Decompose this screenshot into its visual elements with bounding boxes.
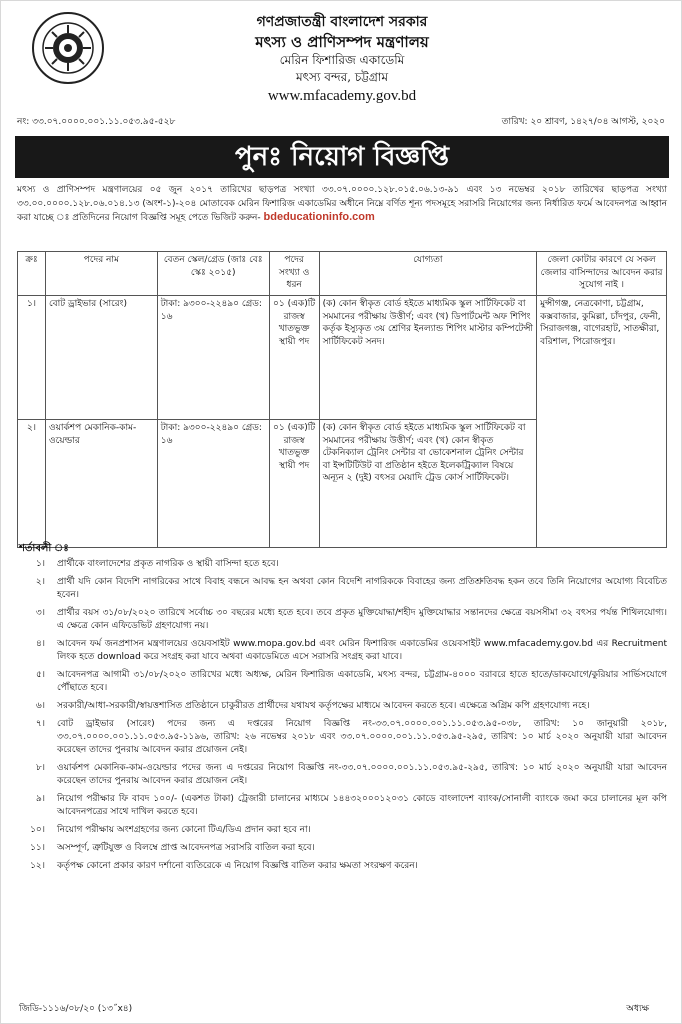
list-item (19, 793, 667, 819)
signatory-title: অধ্যক্ষ (626, 1004, 649, 1014)
condition-text: অসম্পূর্ণ, ত্রুটিযুক্ত ও বিলম্বে প্রাপ্ত আবেদনপত্র সরাসরি বাতিল করা হবে। (57, 843, 315, 853)
header-sl: ক্রঃ (18, 252, 46, 296)
condition-number: ৬। (35, 701, 45, 711)
condition-number: ৮। (35, 763, 45, 773)
header (1, 11, 682, 109)
watermark-link[interactable]: bdeducationinfo.com (263, 211, 375, 223)
list-item (19, 860, 667, 873)
academy-website[interactable]: www.mfacademy.gov.bd (267, 88, 417, 104)
cell-pay: টাকা: ৯৩০০-২২৪৯০ গ্রেড: ১৬ (157, 420, 269, 548)
condition-text: আবেদনপত্র আগামী ৩১/০৮/২০২০ তারিখের মধ্যে অধ্যক্ষ, মেরিন ফিশারিজ একাডেমি, মৎস্য বন্দর, চট্টগ্রাম-৪০০০ বরাবরে হাতে হাতে/ডাকযোগে/কুরিয়ার সার্ভিসযোগে পৌঁছাতে হবে। (57, 670, 667, 693)
condition-number: ১১। (30, 843, 45, 853)
list-item (19, 576, 667, 602)
condition-text: সরকারী/আধা-সরকারী/স্বায়ত্তশাসিত প্রতিষ্ঠানে চাকুরীরত প্রার্থীদের যথাযথ কর্তৃপক্ষের মাধ্যমে আবেদন করতে হবে। এক্ষেত্রে অগ্রিম কপি গ্রহণযোগ্য নহে। (57, 701, 590, 711)
condition-text: প্রার্থীকে বাংলাদেশের প্রকৃত নাগরিক ও স্থায়ী বাসিন্দা হতে হবে। (57, 559, 279, 569)
list-item (19, 718, 667, 757)
condition-number: ১০। (30, 825, 45, 835)
list-item (19, 669, 667, 695)
condition-number: ৩। (35, 608, 45, 618)
table-row (18, 296, 667, 420)
header-pay: বেতন স্কেল/গ্রেড (জাঃ বেঃ স্কেঃ ২০১৫) (157, 252, 269, 296)
condition-number: ১। (35, 559, 45, 569)
condition-number: ১২। (30, 861, 45, 871)
condition-number: ৪। (35, 639, 45, 649)
cell-post: ওয়ার্কশপ মেকানিক-কাম-ওয়েল্ডার (45, 420, 157, 548)
list-item (19, 558, 667, 571)
reference-line (17, 114, 665, 128)
list-item (19, 700, 667, 713)
condition-text: কর্তৃপক্ষ কোনো প্রকার কারণ দর্শানো ব্যতিরেকে এ নিয়োগ বিজ্ঞপ্তি বাতিল করার ক্ষমতা সংরক্ষণ করেন। (57, 861, 418, 871)
condition-number: ২। (35, 577, 45, 587)
cell-post: বোট ড্রাইভার (সারেং) (45, 296, 157, 420)
cell-sl: ১। (18, 296, 46, 420)
condition-text: ওয়ার্কশপ মেকানিক-কাম-ওয়েল্ডার পদের জন্য এ দপ্তরের নিয়োগ বিজ্ঞপ্তি নং-৩৩.০৭.০০০০.০০১.১১.০৫৩.৯৫-২৯৫, তারিখ: ১০ মার্চ ২০২০ অনুযায়ী যারা আবেদন করেছেন তাদের পুনরায় আবেদন করার প্রয়োজন নেই। (57, 763, 667, 786)
list-item (19, 842, 667, 855)
header-text (197, 13, 487, 106)
gd-number: জিডি-১১১৬/০৮/২০ (১৩˝x৪) (19, 1004, 133, 1014)
cell-qualification: (ক) কোন স্বীকৃত বোর্ড হইতে মাধ্যমিক স্কুল সার্টিফিকেট বা সমমানের পরীক্ষায় উত্তীর্ণ; এবং (খ) কোন স্বীকৃত টেকনিক্যাল ট্রেনিং সেন্টার বা ভোকেশনাল ট্রেনিং সেন্টার বা ইন্সটিটিউট বা প্রতিষ্ঠান হইতে ইলেকট্রিক্যাল বিষয়ে অন্যূন ২ (দুই) বৎসর মেয়াদি ট্রেড কোর্স সার্টিফিকেট। (319, 420, 537, 548)
condition-text: নিয়োগ পরীক্ষায় অংশগ্রহণের জন্য কোনো টিএ/ডিএ প্রদান করা হবে না। (57, 825, 311, 835)
intro-paragraph (17, 184, 667, 226)
conditions-section (19, 542, 667, 878)
header-qualification: যোগ্যতা (319, 252, 537, 296)
footer (19, 1001, 663, 1015)
condition-number: ৭। (35, 719, 45, 729)
cell-num: ০১ (এক)টি রাজস্ব খাতভুক্ত স্থায়ী পদ (269, 420, 319, 548)
academy-logo (31, 11, 105, 85)
memo-date: তারিখ: ২০ শ্রাবণ, ১৪২৭/০৪ আগস্ট, ২০২০ (501, 117, 665, 127)
govt-name: গণপ্রজাতন্ত্রী বাংলাদেশ সরকার (256, 14, 428, 30)
conditions-title: শর্তাবলী ঃ (19, 543, 69, 554)
academy-name: মেরিন ফিশারিজ একাডেমি (279, 53, 405, 67)
list-item (19, 762, 667, 788)
header-post: পদের নাম (45, 252, 157, 296)
condition-text: আবেদন ফর্ম জনপ্রশাসন মন্ত্রণালয়ের ওয়েবসাইট www.mopa.gov.bd এবং মেরিন ফিশারিজ একাডেমির ওয়েবসাইট www.mfacademy.gov.bd এর Recruitment লিংক হতে download করে সংগ্রহ করা যাবে অথবা একাডেমিতে এসে সরাসরি সংগ্রহ করা যাবে। (57, 639, 667, 662)
condition-text: প্রার্থীর বয়স ৩১/০৮/২০২০ তারিখে সর্বোচ্চ ৩০ বছরের মধ্যে হতে হবে। তবে প্রকৃত মুক্তিযোদ্ধা/শহীদ মুক্তিযোদ্ধার সন্তানদের ক্ষেত্রে বয়সসীমা ৩২ বৎসর পর্যন্ত শিথিলযোগ্য। এ ক্ষেত্রে কোন এফিডেভিট গ্রহণযোগ্য নয়। (57, 608, 667, 631)
ministry-name: মৎস্য ও প্রাণিসম্পদ মন্ত্রণালয় (255, 33, 429, 51)
cell-district: মুন্সীগঞ্জ, নেত্রকোণা, চট্টগ্রাম, কক্সবাজার, কুমিল্লা, চাঁদপুর, ফেনী, সিরাজগঞ্জ, বাগেরহাট, সাতক্ষীরা, বরিশাল, পিরোজপুর। (537, 296, 667, 548)
header-district: জেলা কোটার কারণে যে সকল জেলার বাসিন্দাদের আবেদন করার সুযোগ নাই । (537, 252, 667, 296)
notice-title: পুনঃ নিয়োগ বিজ্ঞপ্তি (15, 136, 669, 178)
condition-text: প্রার্থী যদি কোন বিদেশি নাগরিকের সাথে বিবাহ বন্ধনে আবদ্ধ হন অথবা কোন বিদেশি নাগরিককে বিবাহের জন্য প্রতিশ্রুতিবদ্ধ হকন তবে তিনি নিয়োগের অযোগ্য বিবেচিত হবেন। (57, 577, 667, 600)
intro-text: মৎস্য ও প্রাণিসম্পদ মন্ত্রণালয়ের ০৫ জুন ২০১৭ তারিখের ছাড়পত্র সংখ্যা ৩৩.০৭.০০০০.১২৮.০১৫.০৬.১৩-৯১ এবং ১৩ নভেম্বর ২০১৮ তারিখের ছাড়পত্র সংখ্যা ৩৩.০০.০০০০.১২৮.০৬.০১৪.১৩ (অংশ-১)-২০৪ মোতাবেক মেরিন ফিশারিজ একাডেমির অধীনে নিম্নে বর্ণিত শূন্য পদসমূহে সরাসরি নিয়োগের জন্য নির্ধারিত ফর্মে আবেদনপত্র আহ্বান করা যাচ্ছে ঃ প্রতিদিনের নিয়োগ বিজ্ঞপ্তি সমূহ পেতে ভিজিট করুন- (17, 185, 667, 223)
header-num: পদের সংখ্যা ও ধরন (269, 252, 319, 296)
cell-sl: ২। (18, 420, 46, 548)
memo-number: নং: ৩৩.০৭.০০০০.০০১.১১.০৫৩.৯৫-৫২৮ (17, 117, 176, 127)
list-item (19, 824, 667, 837)
condition-text: নিয়োগ পরীক্ষার ফি বাবদ ১০০/- (একশত টাকা) ট্রেজারী চালানের মাধ্যমে ১৪৪৩২০০০১২০৩১ কোডে বাংলাদেশ ব্যাংক/সোনালী ব্যাংকে জমা করে চালানের মূল কপি আবেদনপত্রের সাথে দাখিল করতে হবে। (57, 794, 667, 817)
list-item (19, 607, 667, 633)
academy-address: মৎস্য বন্দর, চট্টগ্রাম (295, 70, 388, 84)
vacancy-table (17, 251, 667, 548)
cell-pay: টাকা: ৯৩০০-২২৪৯০ গ্রেড: ১৬ (157, 296, 269, 420)
condition-number: ৫। (35, 670, 45, 680)
condition-text: বোট ড্রাইভার (সারেং) পদের জন্য এ দপ্তরের নিয়োগ বিজ্ঞপ্তি নং-৩৩.০৭.০০০০.০০১.১১.০৫৩.৯৫-০৩৮, তারিখ: ১০ জানুয়ারী ২০১৮, ৩৩.০৭.০০০০.০০১.১১.০৫৩.৯৫-১১৯৬, তারিখ: ২৬ নভেম্বর ২০১৮ এবং ৩৩.০৭.০০০০.০০১.১১.০৫৩.৯৫-২৯৫, তারিখ: ১০ মার্চ ২০২০ অনুযায়ী যারা আবেদন করেছেন তাদের পুনরায় আবেদন করার প্রয়োজন নেই। (57, 719, 667, 755)
cell-num: ০১ (এক)টি রাজস্ব খাতভুক্ত স্থায়ী পদ (269, 296, 319, 420)
table-header-row (18, 252, 667, 296)
condition-number: ৯। (35, 794, 45, 804)
list-item (19, 638, 667, 664)
cell-qualification: (ক) কোন স্বীকৃত বোর্ড হইতে মাধ্যমিক স্কুল সার্টিফিকেট বা সমমানের পরীক্ষায় উত্তীর্ণ; এবং (খ) ডিপার্টমেন্ট অফ শিপিং কর্তৃক ইস্যুকৃত ৩য় শ্রেণির ইনল্যান্ড শিপিং মাস্টার কম্পিটেন্সী সার্টিফিকেট সনদ। (319, 296, 537, 420)
